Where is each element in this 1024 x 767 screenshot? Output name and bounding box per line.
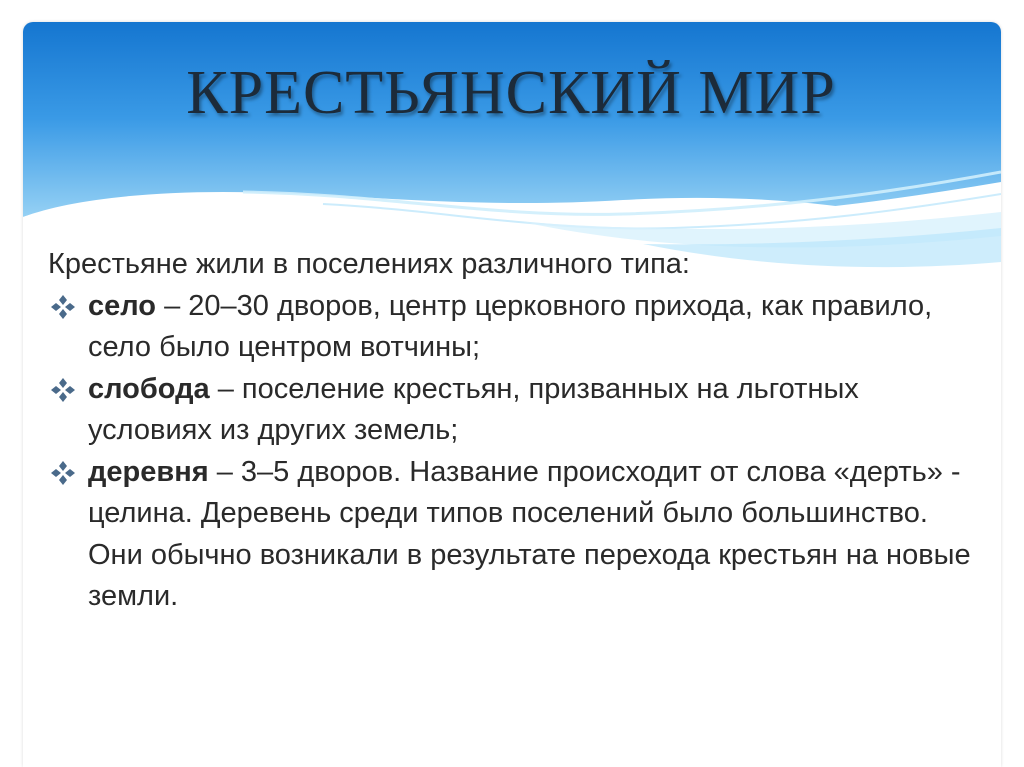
list-item — [48, 286, 988, 369]
list-item — [48, 452, 988, 618]
four-diamond-bullet-icon — [50, 460, 76, 486]
four-diamond-bullet-icon — [50, 377, 76, 403]
bullet-list — [48, 286, 988, 618]
slide-title: КРЕСТЬЯНСКИЙ МИР — [186, 59, 836, 127]
list-item — [48, 369, 988, 452]
definition-selo: – 20–30 дворов, центр церковного прихода, как правило, село было центром вотчины; — [88, 289, 933, 363]
definition-derevnya: – 3–5 дворов. Название происходит от слова «дерть» - целина. Деревень среди типов поселений было большинство. Они обычно возникали в результате перехода крестьян на новые земли. — [88, 455, 971, 612]
term-selo: село — [88, 289, 157, 322]
term-derevnya: деревня — [88, 455, 209, 488]
four-diamond-bullet-icon — [50, 294, 76, 320]
slide — [23, 22, 1001, 767]
slide-body — [48, 244, 988, 618]
definition-sloboda: – поселение крестьян, призванных на льготных условиях из других земель; — [88, 372, 859, 446]
term-sloboda: слобода — [88, 372, 210, 405]
intro-text: Крестьяне жили в поселениях различного типа: — [48, 248, 690, 280]
